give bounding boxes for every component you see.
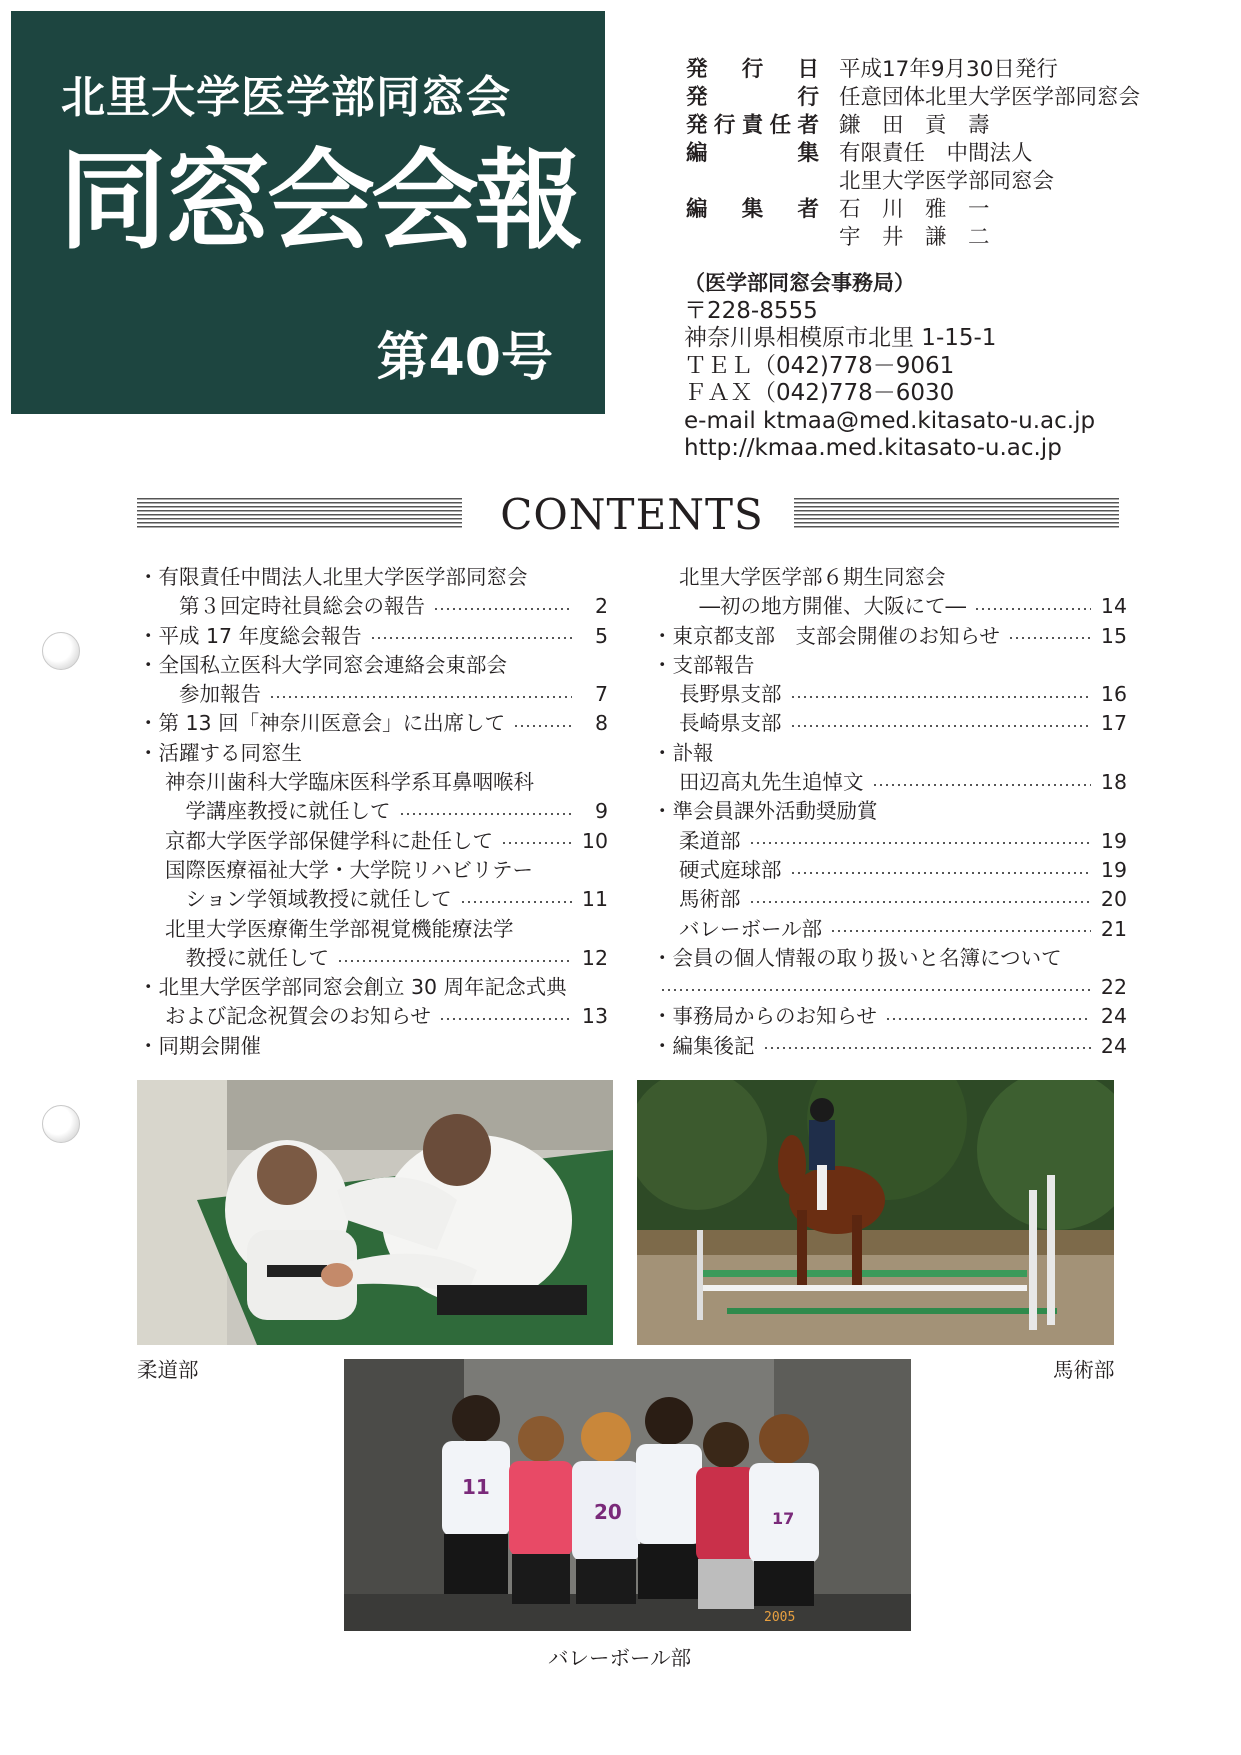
- toc-entry-page: 17: [1100, 711, 1127, 736]
- toc-entry-title: 北里大学医学部６期生同窓会: [652, 565, 946, 589]
- toc-entry: [652, 768, 1127, 797]
- pubinfo-row: [686, 140, 1226, 168]
- association-name: 北里大学医学部同窓会: [61, 72, 511, 123]
- toc-leader-dots: [271, 696, 572, 698]
- toc-leader-dots: [724, 754, 1092, 756]
- toc-entry-title: 神奈川歯科大学臨床医科学系耳鼻咽喉科: [138, 770, 535, 795]
- pubinfo-value: 北里大学医学部同窓会: [839, 169, 1055, 194]
- toc-leader-dots: [976, 608, 1091, 610]
- toc-leader-dots: [1010, 637, 1091, 639]
- toc-entry: [652, 885, 1127, 914]
- toc-entry: [652, 709, 1127, 738]
- volleyball-photo: [344, 1359, 911, 1631]
- toc-entry-title: ・有限責任中間法人北里大学医学部同窓会: [138, 565, 528, 589]
- toc-entry-page: 14: [1100, 594, 1127, 619]
- toc-leader-dots: [1072, 960, 1091, 962]
- toc-entry: [652, 622, 1127, 651]
- toc-entry-title: ・会員の個人情報の取り扱いと名簿について: [652, 945, 1062, 970]
- binder-hole-bottom: [42, 1105, 80, 1143]
- pubinfo-row: [686, 112, 1226, 140]
- binder-hole-top: [42, 632, 80, 670]
- office-tel: ＴＥＬ（042)778－9061: [684, 352, 955, 379]
- toc-entry: [138, 1032, 608, 1061]
- toc-entry: [138, 944, 608, 973]
- toc-leader-dots: [544, 784, 572, 786]
- toc-entry-page: 19: [1100, 828, 1127, 853]
- jersey-number-20: 20: [594, 1500, 622, 1524]
- contents-rule-left: [137, 498, 462, 528]
- toc-leader-dots: [435, 608, 572, 610]
- toc-entry-page: 10: [581, 828, 608, 853]
- toc-entry: [138, 885, 608, 914]
- office-heading: （医学部同窓会事務局）: [684, 271, 915, 295]
- toc-leader-dots: [832, 930, 1091, 932]
- toc-leader-dots: [792, 696, 1091, 698]
- toc-entry: [138, 622, 608, 651]
- photo-date-stamp: 2005: [764, 1610, 796, 1625]
- pubinfo-label: 編 集: [686, 141, 819, 166]
- toc-entry-page: 21: [1100, 916, 1127, 941]
- pubinfo-value: 宇 井 謙 二: [839, 225, 990, 250]
- toc-entry: [652, 563, 1127, 592]
- pubinfo-label: 発 行 日: [686, 57, 819, 82]
- toc-leader-dots: [874, 784, 1091, 786]
- pubinfo-row: [686, 168, 1226, 196]
- toc-entry: [138, 797, 608, 826]
- toc-entry-page: 9: [594, 799, 608, 824]
- toc-entry: [138, 739, 608, 768]
- pubinfo-row: [686, 56, 1226, 84]
- toc-entry: [138, 680, 608, 709]
- pubinfo-label: 発行責任者: [686, 113, 819, 138]
- toc-entry-title: ・同期会開催: [138, 1033, 261, 1058]
- toc-entry-page: 24: [1100, 1033, 1127, 1058]
- toc-entry-page: 7: [594, 682, 608, 707]
- contents-title: CONTENTS: [500, 490, 764, 539]
- office-fax: ＦＡＸ（042)778－6030: [684, 380, 955, 406]
- toc-entry: [652, 1032, 1127, 1061]
- toc-leader-dots: [751, 842, 1091, 844]
- toc-entry: [138, 768, 608, 797]
- toc-entry-title: ・活躍する同窓生: [138, 740, 302, 765]
- toc-entry: [652, 944, 1127, 973]
- toc-entry: [138, 651, 608, 680]
- toc-entry: [652, 651, 1127, 680]
- toc-entry: [652, 797, 1127, 826]
- player-figure-5: [696, 1422, 756, 1609]
- toc-leader-dots: [887, 1018, 1091, 1020]
- toc-entry: [138, 1002, 608, 1031]
- toc-left-column: [138, 563, 608, 1061]
- toc-entry-title: ・準会員課外活動奨励賞: [652, 799, 878, 824]
- toc-leader-dots: [517, 667, 572, 669]
- publication-info: [686, 56, 1226, 252]
- toc-leader-dots: [956, 579, 1091, 581]
- toc-entry-page: 24: [1100, 1004, 1127, 1029]
- jersey-number-11: 11: [462, 1475, 490, 1499]
- pubinfo-label: [686, 224, 819, 252]
- toc-entry-title: 学講座教授に就任して: [138, 799, 391, 824]
- toc-right-column: [652, 563, 1127, 1061]
- toc-leader-dots: [515, 725, 572, 727]
- toc-entry-title: 京都大学医学部保健学科に赴任して: [138, 828, 494, 853]
- pubinfo-value: 平成17年9月30日発行: [839, 57, 1058, 82]
- toc-entry-page: 13: [581, 1004, 608, 1029]
- toc-entry-title: 教授に就任して: [138, 945, 330, 970]
- toc-leader-dots: [524, 930, 572, 932]
- toc-entry-page: 11: [581, 887, 608, 912]
- judo-photo: [137, 1080, 613, 1345]
- toc-entry: [138, 973, 608, 1002]
- toc-entry-title: ・東京都支部 支部会開催のお知らせ: [652, 623, 1000, 648]
- toc-entry: [138, 592, 608, 621]
- office-postal: 〒228-8555: [684, 297, 818, 324]
- toc-entry: [138, 827, 608, 856]
- toc-leader-dots: [401, 813, 572, 815]
- pubinfo-row: [686, 224, 1226, 252]
- toc-entry-page: 22: [1100, 975, 1127, 1000]
- toc-entry-title: ・平成 17 年度総会報告: [138, 623, 362, 648]
- toc-leader-dots: [792, 872, 1091, 874]
- toc-entry-title: ・編集後記: [652, 1033, 755, 1058]
- toc-entry-title: 長野県支部: [652, 682, 782, 707]
- toc-leader-dots: [751, 901, 1091, 903]
- office-address: 神奈川県相模原市北里 1-15-1: [684, 325, 997, 351]
- toc-entry-title: および記念祝賀会のお知らせ: [138, 1004, 431, 1029]
- office-info: [684, 270, 1224, 463]
- toc-entry-page: 2: [594, 594, 608, 619]
- pubinfo-value: 任意団体北里大学医学部同窓会: [839, 85, 1141, 110]
- toc-entry-page: 16: [1100, 682, 1127, 707]
- toc-leader-dots: [662, 989, 1091, 991]
- toc-entry: [652, 973, 1127, 1002]
- toc-entry-title: ・訃報: [652, 740, 714, 765]
- toc-entry-title: 柔道部: [652, 828, 741, 853]
- player-figure-2: [509, 1416, 573, 1604]
- toc-entry: [138, 915, 608, 944]
- toc-entry: [652, 915, 1127, 944]
- newsletter-title: 同窓会会報: [59, 139, 580, 264]
- toc-entry-title: 国際医療福祉大学・大学院リハビリテー: [138, 857, 533, 882]
- pubinfo-row: [686, 196, 1226, 224]
- toc-leader-dots: [503, 842, 572, 844]
- toc-entry-title: 第３回定時社員総会の報告: [138, 594, 425, 619]
- judo-caption: 柔道部: [137, 1358, 199, 1382]
- equestrian-caption: 馬術部: [1053, 1358, 1115, 1382]
- toc-entry: [138, 856, 608, 885]
- toc-entry-title: 長崎県支部: [652, 711, 782, 736]
- toc-entry-title: ・第 13 回「神奈川医意会」に出席して: [138, 711, 506, 736]
- toc-leader-dots: [462, 901, 572, 903]
- toc-leader-dots: [543, 872, 572, 874]
- toc-leader-dots: [538, 579, 573, 581]
- toc-entry-title: 参加報告: [138, 682, 261, 707]
- toc-entry-title: 硬式庭球部: [652, 857, 782, 882]
- toc-entry-page: 5: [594, 623, 608, 648]
- volleyball-caption: バレーボール部: [548, 1646, 692, 1670]
- issue-number: 第40号: [376, 328, 553, 388]
- toc-leader-dots: [441, 1018, 572, 1020]
- toc-leader-dots: [765, 667, 1092, 669]
- toc-entry: [652, 592, 1127, 621]
- toc-entry-title: ・北里大学医学部同窓会創立 30 周年記念式典: [138, 975, 567, 1000]
- pubinfo-row: [686, 84, 1226, 112]
- toc-leader-dots: [312, 754, 572, 756]
- toc-entry-title: 北里大学医療衛生学部視覚機能療法学: [138, 916, 514, 941]
- contents-rule-right: [794, 498, 1119, 528]
- masthead: [11, 11, 605, 414]
- toc-leader-dots: [271, 1047, 572, 1049]
- toc-entry-title: ション学領域教授に就任して: [138, 887, 452, 912]
- toc-entry: [652, 1002, 1127, 1031]
- toc-entry: [652, 739, 1127, 768]
- contents-header: [137, 490, 1117, 550]
- toc-entry-page: 20: [1100, 887, 1127, 912]
- toc-entry: [652, 680, 1127, 709]
- office-url[interactable]: http://kmaa.med.kitasato-u.ac.jp: [684, 435, 1062, 461]
- jersey-number-17: 17: [772, 1509, 795, 1528]
- toc-entry-title: ・全国私立医科大学同窓会連絡会東部会: [138, 652, 507, 677]
- toc-leader-dots: [792, 725, 1091, 727]
- toc-entry-title: 田辺高丸先生追悼文: [652, 770, 864, 795]
- toc-entry-page: 8: [594, 711, 608, 736]
- pubinfo-value: 鎌 田 貢 壽: [839, 113, 990, 138]
- pubinfo-label: 編 集 者: [686, 197, 819, 222]
- toc-leader-dots: [339, 960, 572, 962]
- toc-leader-dots: [765, 1047, 1092, 1049]
- pubinfo-value: 有限責任 中間法人: [839, 141, 1033, 166]
- pubinfo-label: [686, 168, 819, 196]
- toc-entry-title: バレーボール部: [652, 916, 823, 941]
- toc-entry: [138, 563, 608, 592]
- toc-entry-title: 馬術部: [652, 887, 741, 912]
- office-email[interactable]: e-mail ktmaa@med.kitasato-u.ac.jp: [684, 407, 1096, 434]
- toc-entry: [652, 827, 1127, 856]
- toc-leader-dots: [888, 813, 1092, 815]
- pubinfo-label: 発 行: [686, 85, 819, 110]
- equestrian-photo: [637, 1080, 1114, 1345]
- toc-entry-title: ・支部報告: [652, 652, 755, 677]
- toc-entry-page: 18: [1100, 770, 1127, 795]
- pubinfo-value: 石 川 雅 一: [839, 197, 990, 222]
- toc-entry-page: 15: [1100, 623, 1127, 648]
- toc-entry-title: ―初の地方開催、大阪にて―: [652, 594, 967, 619]
- toc-entry: [652, 856, 1127, 885]
- toc-leader-dots: [372, 637, 572, 639]
- toc-entry-title: ・事務局からのお知らせ: [652, 1004, 877, 1029]
- toc-entry-page: 12: [581, 945, 608, 970]
- player-figure-4: [636, 1397, 702, 1599]
- toc-entry: [138, 709, 608, 738]
- toc-entry-page: 19: [1100, 857, 1127, 882]
